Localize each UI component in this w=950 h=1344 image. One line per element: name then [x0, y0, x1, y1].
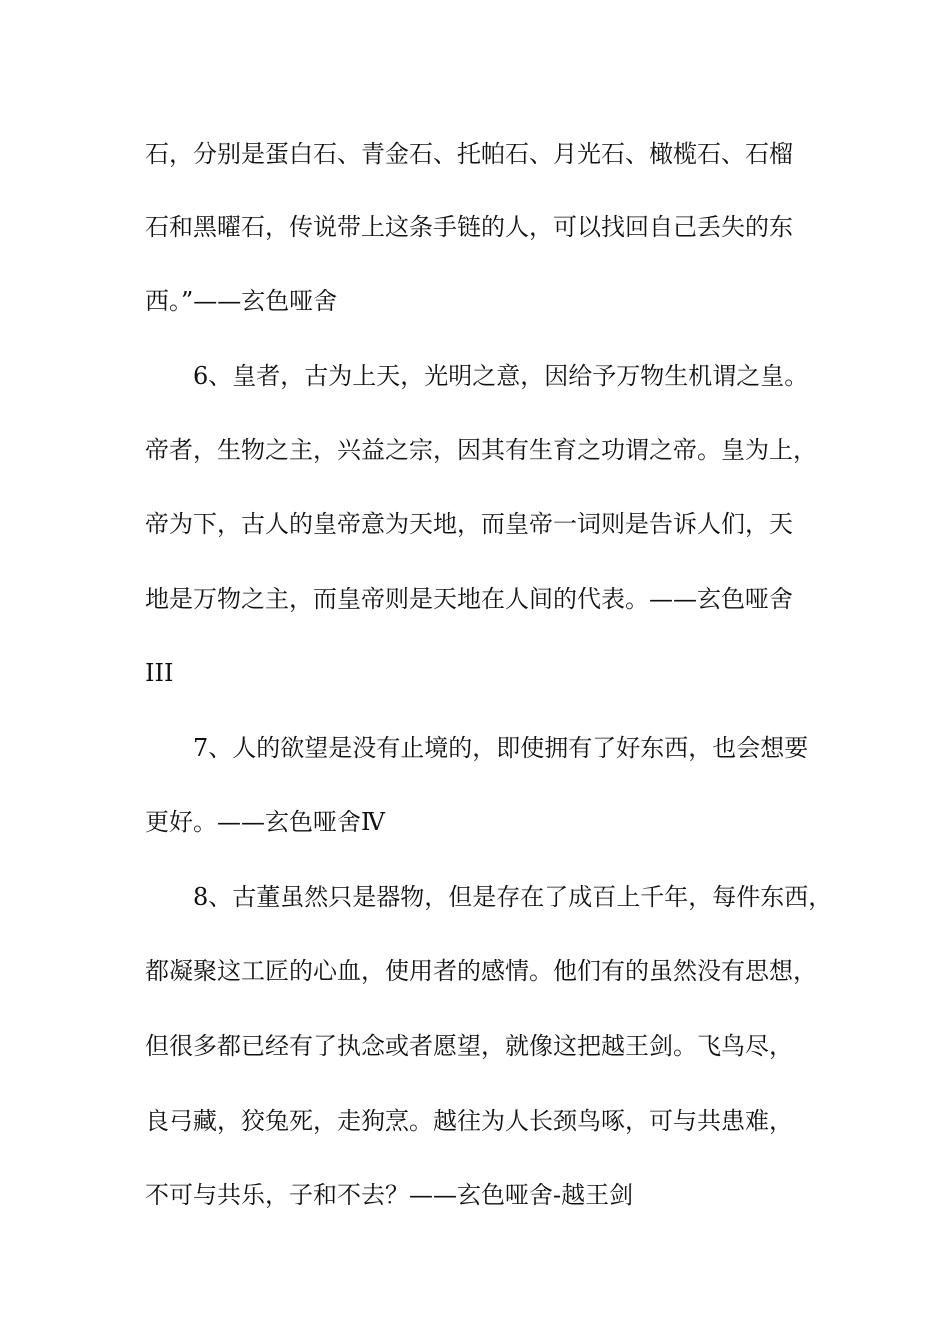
text-line: III	[145, 659, 174, 687]
text-line: 地是万物之主，而皇帝则是天地在人间的代表。——玄色哑舍	[145, 585, 793, 613]
text-line: 不可与共乐，子和不去？——玄色哑舍-越王剑	[145, 1181, 634, 1209]
paragraph-8-start: 8、古董虽然只是器物，但是存在了成百上千年，每件东西，	[193, 883, 833, 911]
text-line: 西。”——玄色哑舍	[145, 287, 338, 315]
text-line: 帝者，生物之主，兴益之宗，因其有生育之功谓之帝。皇为上，	[145, 436, 817, 464]
text-line: 石，分别是蛋白石、青金石、托帕石、月光石、橄榄石、石榴	[145, 140, 793, 168]
text-line: 帝为下，古人的皇帝意为天地，而皇帝一词则是告诉人们，天	[145, 510, 793, 538]
text-line: 都凝聚这工匠的心血，使用者的感情。他们有的虽然没有思想，	[145, 957, 817, 985]
text-line: 良弓藏，狡兔死，走狗烹。越往为人长颈鸟啄，可与共患难，	[145, 1107, 793, 1135]
text-line: 石和黑曜石，传说带上这条手链的人，可以找回自己丢失的东	[145, 213, 793, 241]
paragraph-7-start: 7、人的欲望是没有止境的，即使拥有了好东西，也会想要	[193, 734, 809, 762]
paragraph-6-start: 6、皇者，古为上天，光明之意，因给予万物生机谓之皇。	[193, 362, 809, 390]
text-line: 更好。——玄色哑舍Ⅳ	[145, 808, 385, 836]
text-line: 但很多都已经有了执念或者愿望，就像这把越王剑。飞鸟尽，	[145, 1032, 793, 1060]
